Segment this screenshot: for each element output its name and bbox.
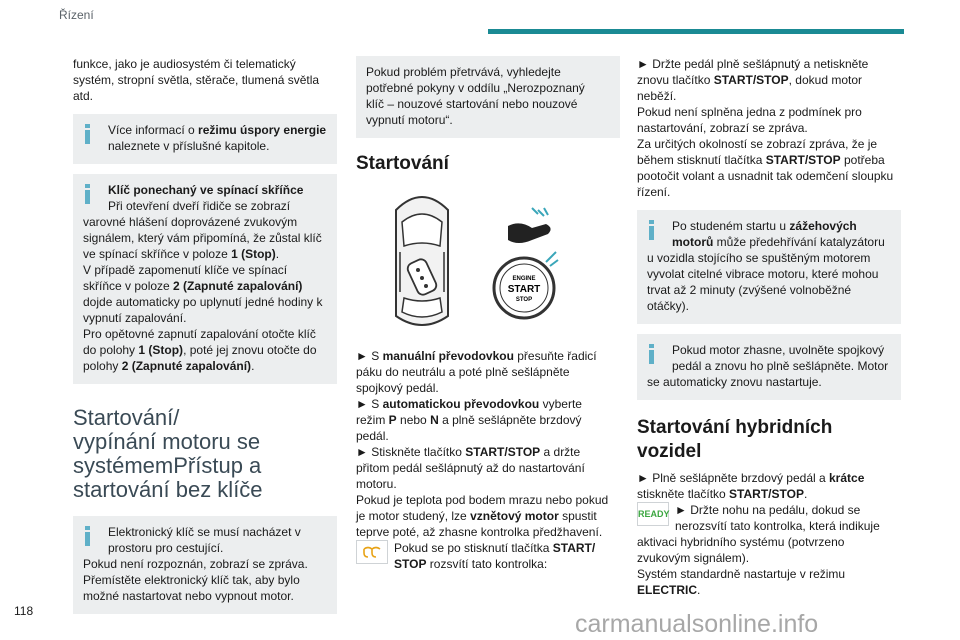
section-heading: Startování hybridních vozidel — [637, 417, 833, 462]
column-1 — [73, 56, 339, 614]
ready-indicator-icon: READY — [637, 502, 669, 526]
paragraph: Pokud se po stisknutí tlačítka START/ STOP rozsvítí tato kontrolka: — [356, 540, 622, 572]
column-2 — [356, 56, 622, 572]
info-note: Klíč ponechaný ve spínací skříňce Při otevření dveří řidiče se zobrazí varovné hlášení doprovázené zvukovým signálem, který vám připomíná, že zůstal klíč ve spínací skříňce v poloze 1 (Stop). V případě zapomenutí klíče ve spínací skříňce v poloze 2 (Zapnuté zapalování) dojde automaticky po uplynutí jedné hodiny k vypnutí zapalování. Pro opětovné zapnutí zapalování otočte klíč do polohy 1 (Stop), poté jej znovu otočte do polohy 2 (Zapnuté zapalování). — [73, 174, 337, 384]
paragraph: ► Plně sešlápněte brzdový pedál a krátce stiskněte tlačítko START/STOP. — [637, 471, 865, 501]
info-note: Pokud problém přetrvává, vyhledejte potřebné pokyny v oddílu „Nerozpoznaný klíč – nouzové startování nebo nouzové vypnutí motoru“. — [356, 56, 620, 138]
section-title: Řízení — [59, 8, 94, 22]
column-3 — [637, 56, 903, 598]
car-key-illustration — [356, 188, 622, 338]
paragraph: ► Držte pedál plně sešlápnutý a netiskněte znovu tlačítko START/STOP, dokud motor neběží. Pokud není splněna jedna z podmínek pro nastartování, zobrazí se zpráva. Za určitých okolností se zobrazí zpráva, že je během stisknutí tlačítka START/STOP potřeba pootočit volant a usnadnit tak odemčení sloupku řízení. — [637, 57, 894, 199]
info-note: Elektronický klíč se musí nacházet v prostoru pro cestující. Pokud není rozpoznán, zobrazí se zpráva. Přemístěte elektronický klíč tak, aby bylo možné nastartovat nebo vypnout motor. — [73, 516, 337, 614]
section-heading: Startování — [356, 153, 449, 174]
page-number: 118 — [14, 604, 34, 618]
glow-plug-warning-icon — [356, 540, 388, 564]
paragraph: READY ► Držte nohu na pedálu, dokud se nerozsvítí tato kontrolka, která indikuje aktivaci hybridního systému (potvrzeno zvukovým signálem). Systém standardně nastartuje v režimu ELECTRIC. — [637, 503, 880, 597]
info-note: Po studeném startu u zážehových motorů může předehřívání katalyzátoru u vozidla stojícího se spuštěným motorem vyvolat citelné vibrace motoru, které mohou trvat až 2 minuty (zvýšené volnoběžné otáčky). — [637, 210, 901, 324]
watermark: carmanualsonline.info — [575, 610, 819, 638]
button-label-start: START — [507, 284, 541, 295]
info-note: Více informací o režimu úspory energie naleznete v příslušné kapitole. — [73, 114, 337, 164]
info-note: Pokud motor zhasne, uvolněte spojkový pedál a znovu ho plně sešlápněte. Motor se automaticky znovu nastartuje. — [637, 334, 901, 400]
info-icon — [85, 526, 90, 546]
info-icon — [649, 220, 654, 240]
section-heading: Startování/ vypínání motoru se systémemPřístup a startování bez klíče — [73, 405, 263, 502]
info-icon — [649, 344, 654, 364]
header-accent-bar — [488, 29, 904, 34]
paragraph: ► S manuální převodovkou přesuňte řadicí páku do neutrálu a poté plně sešlápněte spojkový pedál. ► S automatickou převodovkou vyberte režim P nebo N a plně sešlápněte brzdový pedál. ► Stiskněte tlačítko START/STOP a držte přitom pedál sešlápnutý až do nastartování motoru. Pokud je teplota pod bodem mrazu nebo pokud je motor studený, lze vznětový motor spustit teprve poté, až zhasne kontrolka předžhavení. — [356, 349, 609, 539]
info-icon — [85, 184, 90, 204]
button-label-engine: ENGINE — [512, 276, 536, 282]
button-label-stop: STOP — [515, 297, 533, 303]
start-illustration — [356, 188, 622, 338]
paragraph: funkce, jako je audiosystém či telematický systém, stropní světla, stěrače, tlumená světla atd. — [73, 57, 320, 103]
info-icon — [85, 124, 90, 144]
